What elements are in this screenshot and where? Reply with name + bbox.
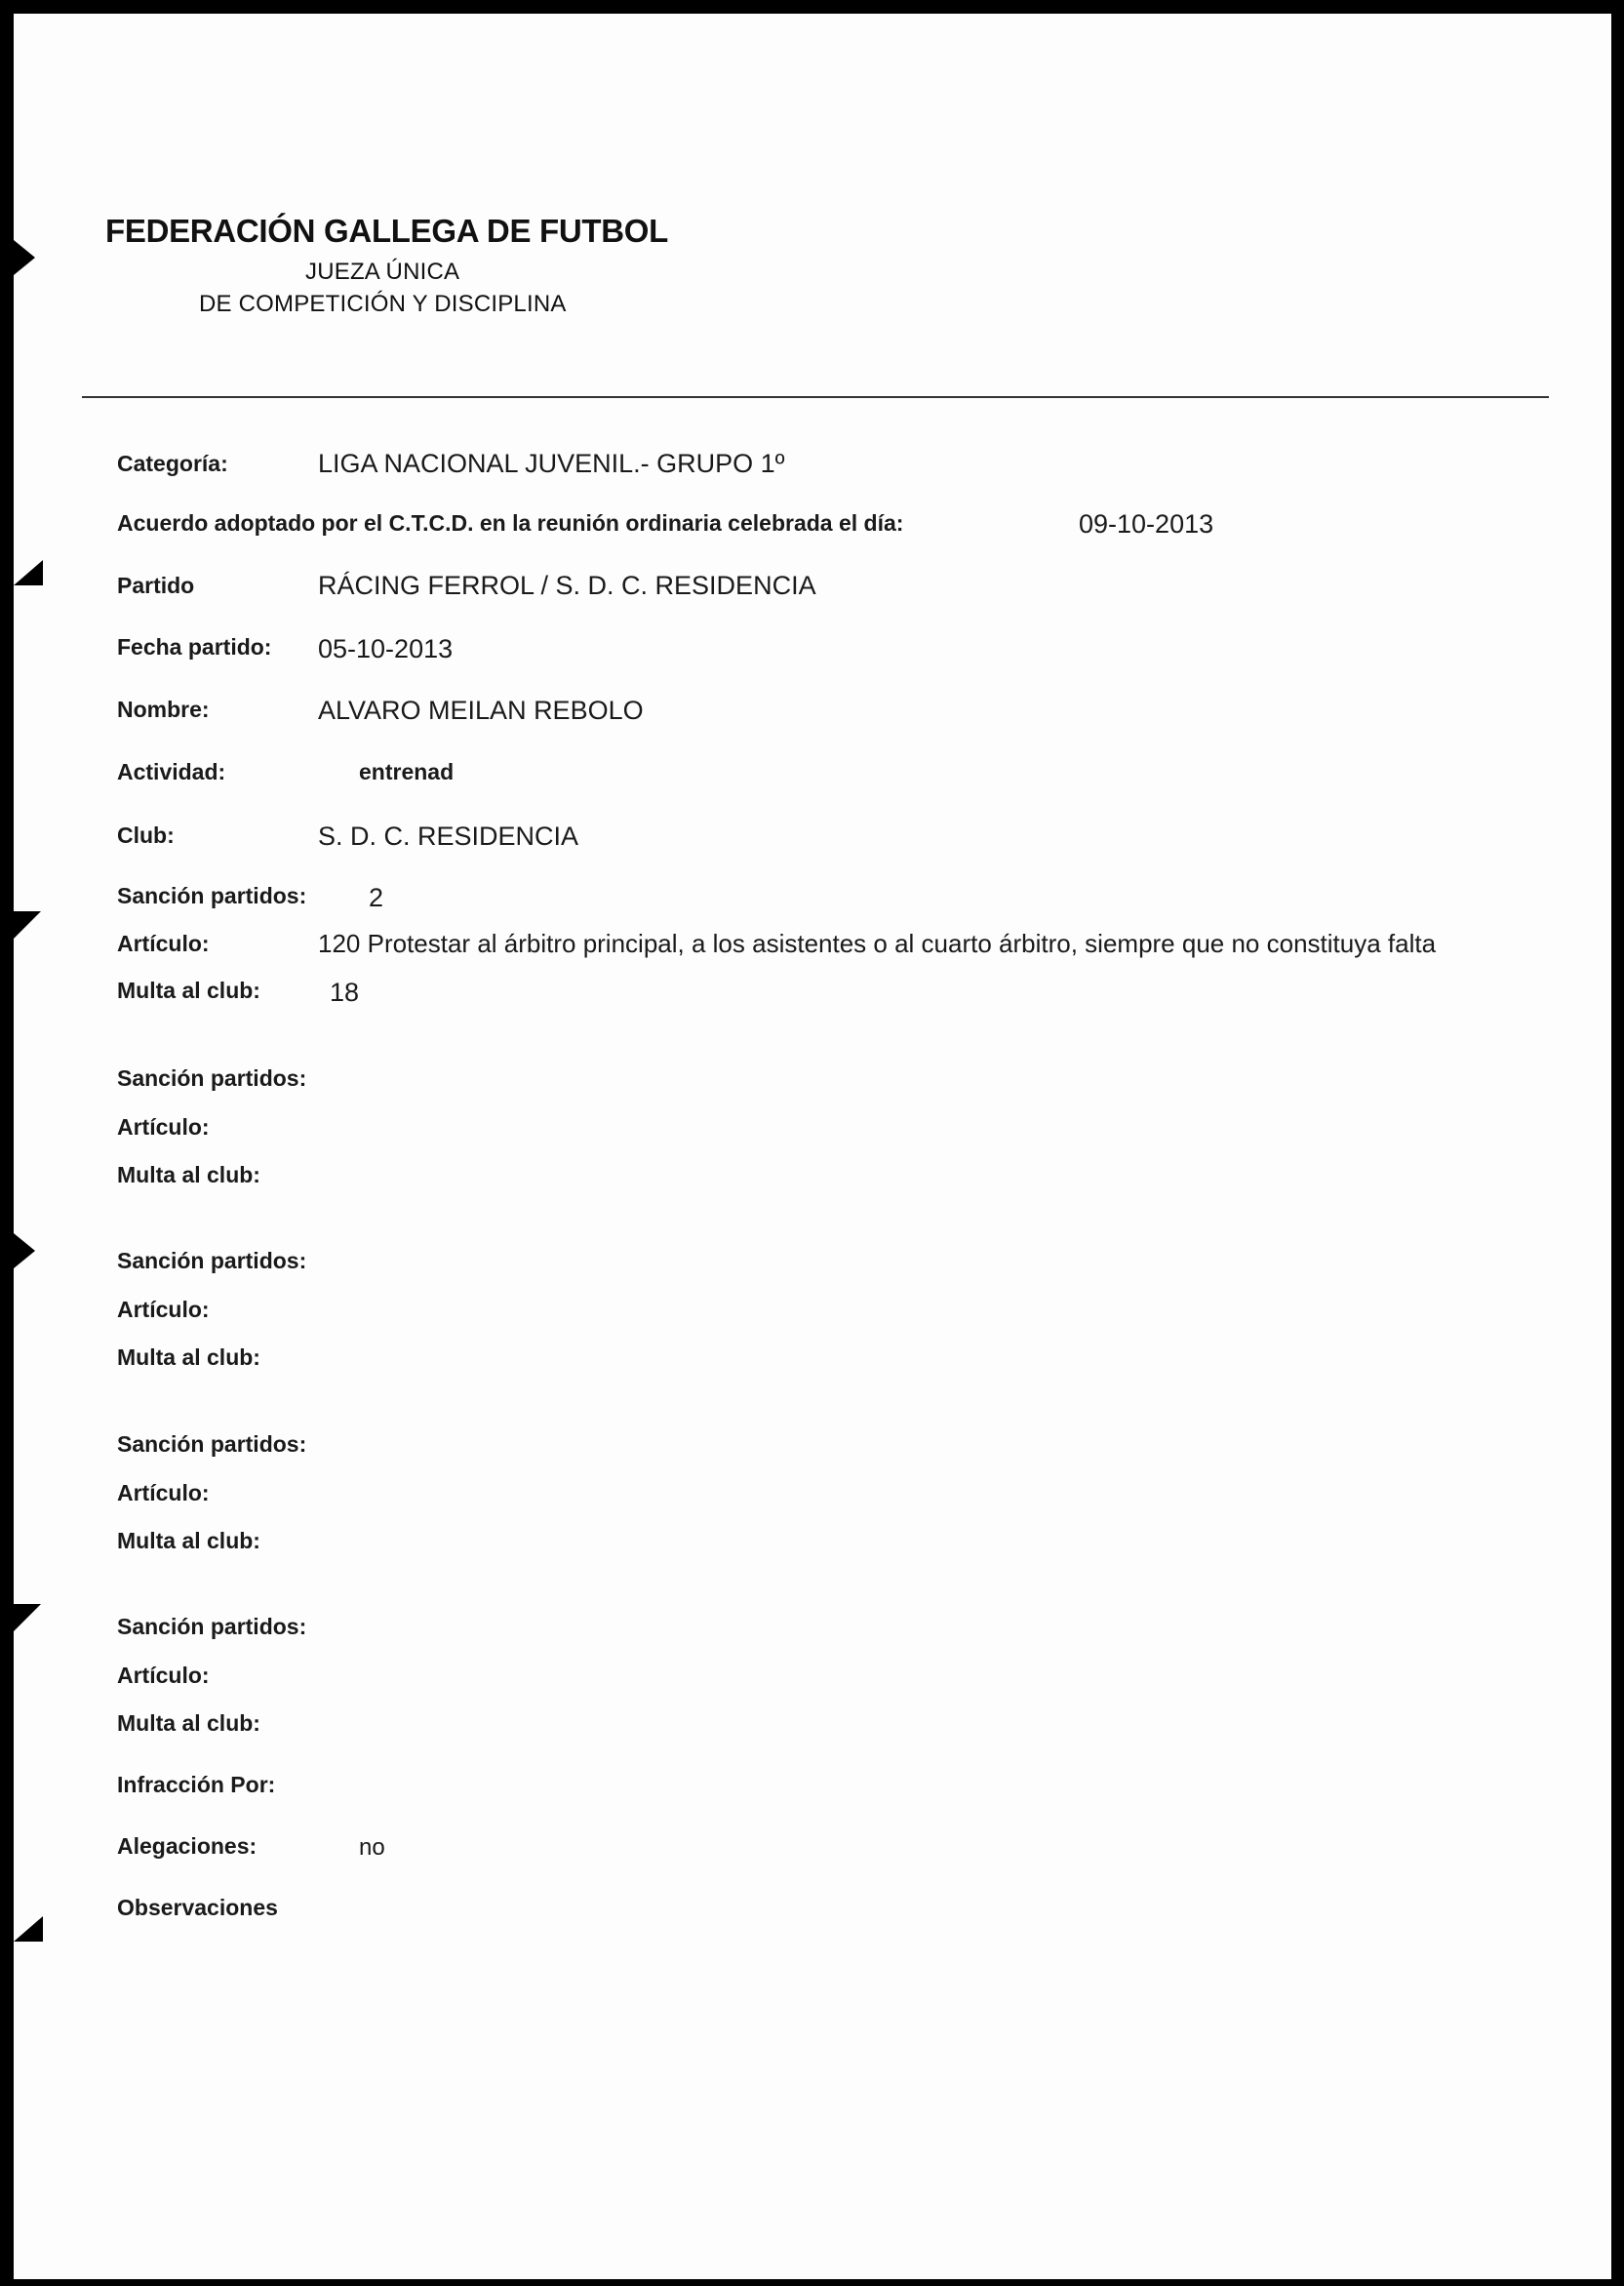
sancion-partidos-label: Sanción partidos: xyxy=(117,1431,307,1457)
categoria-label: Categoría: xyxy=(117,451,228,476)
partido-label: Partido xyxy=(117,573,195,598)
alegaciones-label: Alegaciones: xyxy=(117,1833,257,1859)
multa-club-label: Multa al club: xyxy=(117,978,260,1003)
actividad-label: Actividad: xyxy=(117,759,226,784)
articulo-value: 120 Protestar al árbitro principal, a los asistentes o al cuarto árbitro, siempre que no constituya falta xyxy=(318,929,1437,958)
articulo-label: Artículo: xyxy=(117,1480,210,1505)
subtitle-line-2: DE COMPETICIÓN Y DISCIPLINA xyxy=(199,291,567,317)
nombre-label: Nombre: xyxy=(117,697,210,722)
acuerdo-label: Acuerdo adoptado por el C.T.C.D. en la reunión ordinaria celebrada el día: xyxy=(117,510,904,536)
fecha-partido-label: Fecha partido: xyxy=(117,634,272,660)
punch-mark xyxy=(14,1233,35,1268)
sancion-partidos-label: Sanción partidos: xyxy=(117,1614,307,1639)
sancion-partidos-label: Sanción partidos: xyxy=(117,1065,307,1091)
club-value: S. D. C. RESIDENCIA xyxy=(318,822,579,851)
header-divider xyxy=(82,396,1549,398)
articulo-label: Artículo: xyxy=(117,931,210,956)
sancion-partidos-value: 2 xyxy=(369,883,384,912)
punch-mark xyxy=(14,911,41,939)
punch-mark xyxy=(14,1916,43,1942)
articulo-label: Artículo: xyxy=(117,1114,210,1140)
sancion-partidos-label: Sanción partidos: xyxy=(117,1248,307,1273)
organization-title: FEDERACIÓN GALLEGA DE FUTBOL xyxy=(105,213,669,249)
infraccion-label: Infracción Por: xyxy=(117,1772,276,1797)
multa-club-label: Multa al club: xyxy=(117,1710,260,1736)
actividad-value: entrenad xyxy=(359,759,455,784)
punch-mark xyxy=(14,240,35,275)
subtitle-line-1: JUEZA ÚNICA xyxy=(305,259,460,285)
multa-club-label: Multa al club: xyxy=(117,1344,260,1370)
observaciones-label: Observaciones xyxy=(117,1895,278,1920)
punch-mark xyxy=(14,560,43,585)
club-label: Club: xyxy=(117,822,175,848)
articulo-label: Artículo: xyxy=(117,1663,210,1688)
nombre-value: ALVARO MEILAN REBOLO xyxy=(318,696,644,725)
categoria-value: LIGA NACIONAL JUVENIL.- GRUPO 1º xyxy=(318,449,785,478)
document-page xyxy=(14,14,1611,2279)
multa-club-label: Multa al club: xyxy=(117,1528,260,1553)
articulo-label: Artículo: xyxy=(117,1297,210,1322)
alegaciones-value: no xyxy=(359,1834,385,1861)
sancion-partidos-label: Sanción partidos: xyxy=(117,883,307,908)
punch-mark xyxy=(14,1604,41,1631)
multa-club-label: Multa al club: xyxy=(117,1162,260,1187)
acuerdo-date: 09-10-2013 xyxy=(1079,509,1214,539)
multa-club-value: 18 xyxy=(330,978,360,1007)
fecha-partido-value: 05-10-2013 xyxy=(318,634,454,663)
partido-value: RÁCING FERROL / S. D. C. RESIDENCIA xyxy=(318,571,816,600)
